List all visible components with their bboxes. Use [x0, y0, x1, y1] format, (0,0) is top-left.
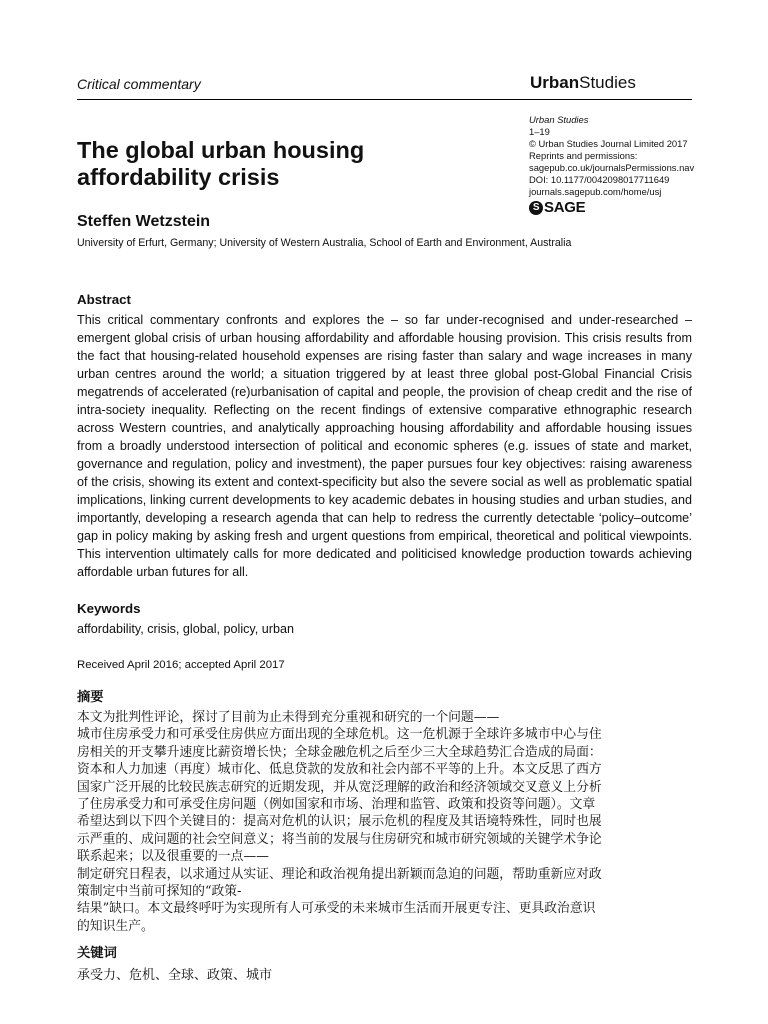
cn-abstract-line: 国家广泛开展的比较民族志研究的近期发现，并从宽泛理解的政治和经济领域交叉意义上分析	[77, 779, 602, 795]
cn-abstract-line: 制定研究日程表，以求通过从实证、理论和政治视角提出新颖而急迫的问题，帮助重新应对政	[77, 866, 602, 882]
cn-abstract-line: 结果”缺口。本文最终呼吁为实现所有人可承受的未来城市生活而开展更专注、更具政治意识	[77, 901, 596, 917]
article-meta	[529, 114, 729, 215]
cn-abstract-line: 策制定中当前可探知的“政策-	[77, 884, 242, 900]
cn-abstract-line: 联系起来；以及很重要的一点——	[77, 849, 269, 865]
cn-abstract-heading: 摘要	[77, 690, 104, 705]
cn-abstract-line: 城市住房承受力和可承受住房供应方面出现的全球危机。这一危机源于全球许多城市中心与住	[77, 727, 602, 743]
meta-copyright: © Urban Studies Journal Limited 2017	[529, 138, 688, 149]
meta-doi[interactable]: DOI: 10.1177/0042098017711649	[529, 174, 670, 185]
meta-permissions-link[interactable]: sagepub.co.uk/journalsPermissions.nav	[529, 162, 695, 173]
meta-site-link[interactable]: journals.sagepub.com/home/usj	[529, 186, 662, 197]
sage-label: SAGE	[544, 199, 586, 216]
cn-abstract-line: 资本和人力加速（再度）城市化、低息贷款的发放和社会内部不平等的上升。本文反思了西方	[77, 762, 602, 778]
sage-logo	[529, 201, 729, 215]
journal-logo-bold: Urban	[530, 73, 580, 92]
cn-abstract-line: 了住房承受力和可承受住房问题（例如国家和市场、治理和监管、政策和投资等问题）。文章	[77, 797, 596, 813]
journal-logo[interactable]	[530, 73, 636, 93]
received-date: Received April 2016; accepted April 2017	[77, 659, 285, 671]
abstract-heading: Abstract	[77, 292, 131, 307]
keywords-text: affordability, crisis, global, policy, urban	[77, 622, 294, 636]
author-name: Steffen Wetzstein	[77, 213, 211, 230]
meta-journal: Urban Studies	[529, 114, 589, 125]
meta-reprints: Reprints and permissions:	[529, 150, 638, 161]
meta-pages: 1–19	[529, 126, 550, 137]
article-title: The global urban housing affordability crisis	[77, 137, 365, 190]
cn-abstract-line: 希望达到以下四个关键目的：提高对危机的认识；展示危机的程度及其语境特殊性，同时也展	[77, 814, 602, 830]
cn-keywords-text: 承受力、危机、全球、政策、城市	[77, 968, 273, 983]
header-rule	[77, 99, 692, 100]
author-affiliation: University of Erfurt, Germany; University of Western Australia, School of Earth and Environment, Australia	[77, 237, 572, 249]
keywords-heading: Keywords	[77, 601, 141, 616]
journal-logo-light: Studies	[579, 73, 636, 92]
cn-abstract-text	[77, 709, 697, 935]
cn-keywords-heading: 关键词	[77, 946, 117, 961]
cn-abstract-line: 本文为批判性评论，探讨了目前为止未得到充分重视和研究的一个问题——	[77, 710, 500, 725]
cn-abstract-line: 示严重的、成问题的社会空间意义；将当前的发展与住房研究和城市研究领域的关键学术争论	[77, 831, 602, 847]
sage-icon: S	[529, 201, 543, 215]
cn-abstract-line: 的知识生产。	[77, 918, 154, 934]
section-label: Critical commentary	[77, 76, 201, 92]
cn-abstract-line: 房相关的开支攀升速度比薪资增长快；全球金融危机之后至少三大全球趋势汇合造成的局面：	[77, 744, 602, 760]
abstract-text: This critical commentary confronts and explores the – so far under-recognised and under-researched – emergent global crisis of urban housing affordability and affordable housing provision. This crisis results from the fact that housing-related household expenses are rising faster than salary and wage increases in many urban centres around the world; a situation triggered by at least three global post-Global Financial Crisis megatrends of accelerated (re)urbanisation of capital and people, the provision of cheap credit and the rise of intra-society inequality. Reflecting on the recent findings of extensive comparative ethnographic research across Western countries, and analytically approaching housing affordability and affordable housing issues from a broadly understood intersection of political and economic spheres (e.g. issues of state and market, governance and regulation, policy and investment), the paper pursues four key objectives: raising awareness of the crisis, showing its extent and context-specificity but also the severe social as well as problematic spatial implications, linking current developments to key academic debates in housing studies and urban studies, and importantly, developing a research agenda that can help to redress the currently detectable ‘policy–outcome’ gap in policy making by asking fresh and urgent questions from empirical, theoretical and political viewpoints. This intervention ultimately calls for more dedicated and politicised knowledge production towards achieving affordable urban futures for all.	[77, 313, 692, 579]
